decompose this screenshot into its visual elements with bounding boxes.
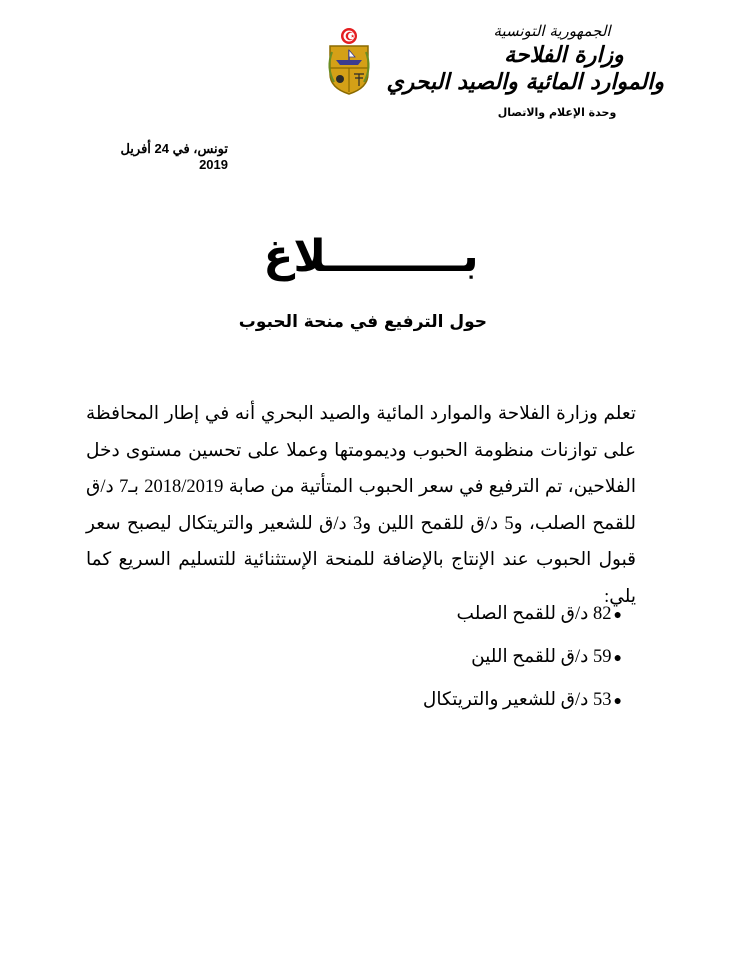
list-item xyxy=(322,686,622,729)
date-line: تونس، في 24 أفريل 2019 xyxy=(120,141,228,172)
bullet-icon: ● xyxy=(613,651,622,666)
page-title: بـــــــــلاغ xyxy=(263,231,479,282)
ministry-name-line1: وزارة الفلاحة xyxy=(504,43,624,68)
price-item-text: 59 د/ق للقمح اللين xyxy=(471,647,612,667)
list-item xyxy=(322,600,622,643)
ministry-header xyxy=(386,22,664,119)
price-item-text: 82 د/ق للقمح الصلب xyxy=(456,604,612,624)
republic-name: الجمهورية التونسية xyxy=(493,22,611,40)
bullet-icon: ● xyxy=(613,694,622,709)
price-item-text: 53 د/ق للشعير والتريتكال xyxy=(422,690,612,710)
list-item xyxy=(322,643,622,686)
announcement-body: تعلم وزارة الفلاحة والموارد المائية والصيد البحري أنه في إطار المحافظة على توازنات منظومة الحبوب وديمومتها وعملا على تحسين مستوى دخل الفلاحين، تم الترفيع في سعر الحبوب المتأتية من صابة 2018/2019 بـ7 د/ق للقمح الصلب، و5 د/ق للقمح اللين و3 د/ق للشعير والتريتكال ليصبح سعر قبول الحبوب عند الإنتاج بالإضافة للمنحة الإستثنائية للتسليم السريع كما يلي: xyxy=(86,404,637,607)
price-list xyxy=(322,600,622,729)
tunisia-coat-of-arms-icon xyxy=(324,22,374,98)
unit-name: وحدة الإعلام والاتصال xyxy=(497,106,617,119)
page-subtitle: حول الترفيع في منحة الحبوب xyxy=(238,312,487,332)
ministry-name-line2: والموارد المائية والصيد البحري xyxy=(386,70,664,95)
bullet-icon: ● xyxy=(613,608,622,623)
